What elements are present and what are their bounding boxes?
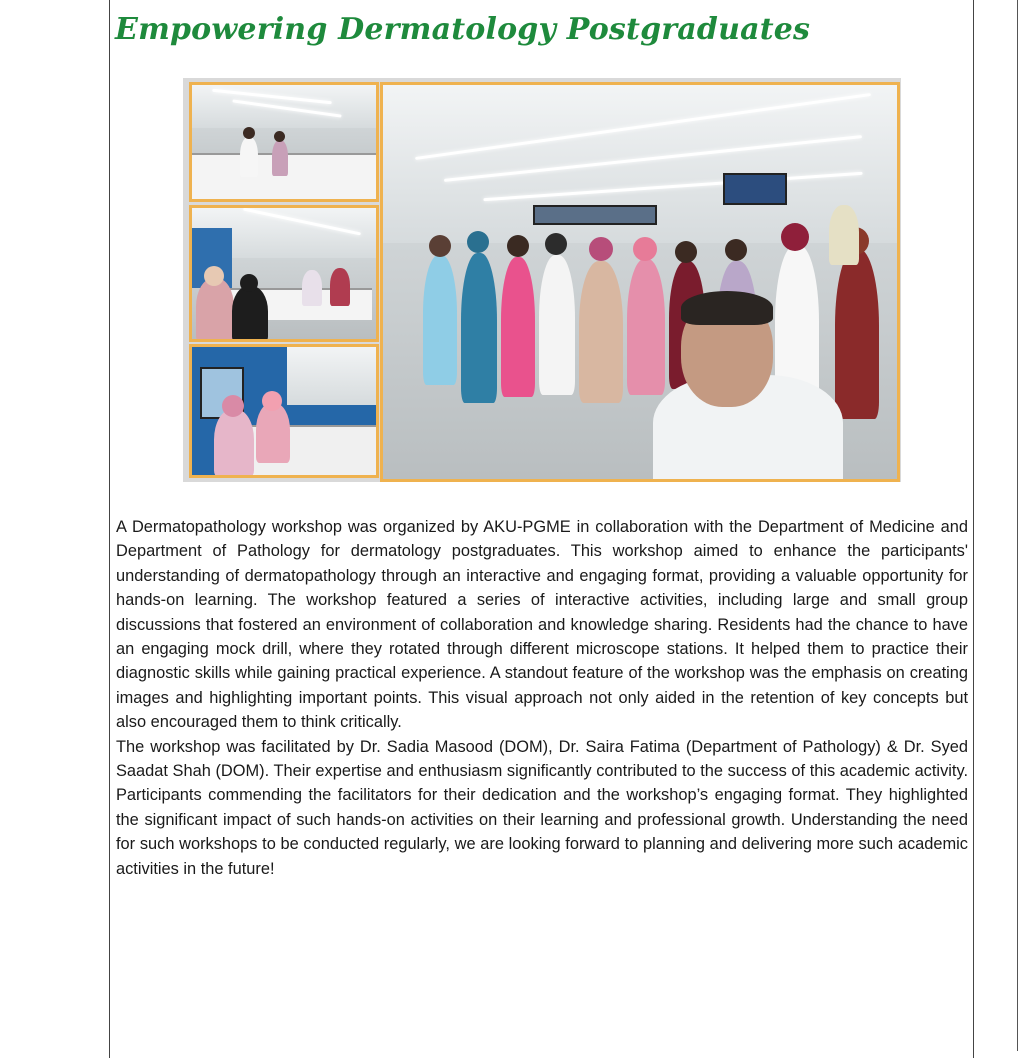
photo-presentation-station xyxy=(189,344,379,478)
photo-group-discussion xyxy=(189,205,379,342)
page-edge-rule xyxy=(1017,0,1018,1051)
article-body xyxy=(116,515,968,881)
article-title: Empowering Dermatology Postgraduates xyxy=(115,12,811,47)
photo-microscope-lab xyxy=(189,82,379,202)
photo-collage xyxy=(183,78,901,482)
article-paragraph: A Dermatopathology workshop was organized by AKU-PGME in collaboration with the Department of Medicine and Department of Pathology for dermatology postgraduates. This workshop aimed to enhance the participants' understanding of dermatopathology through an interactive and engaging format, providing a valuable opportunity for hands-on learning. The workshop featured a series of interactive activities, including large and small group discussions that fostered an environment of collaboration and knowledge sharing. Residents had the chance to have an engaging mock drill, where they rotated through different microscope stations. It helped them to practice their diagnostic skills while gaining practical experience. A standout feature of the workshop was the emphasis on creating images and highlighting important points. This visual approach not only aided in the retention of key concepts but also encouraged them to think critically. xyxy=(116,518,968,732)
photo-group-selfie xyxy=(380,82,900,482)
article-paragraph: The workshop was facilitated by Dr. Sadia Masood (DOM), Dr. Saira Fatima (Department of Pathology) & Dr. Syed Saadat Shah (DOM). Their expertise and enthusiasm significantly contributed to the success of this academic activity. Participants commending the facilitators for their dedication and the workshop’s engaging format. They highlighted the significant impact of such hands-on activities on their learning and professional growth. Understanding the need for such workshops to be conducted regularly, we are looking forward to planning and delivering more such academic activities in the future! xyxy=(116,737,968,878)
